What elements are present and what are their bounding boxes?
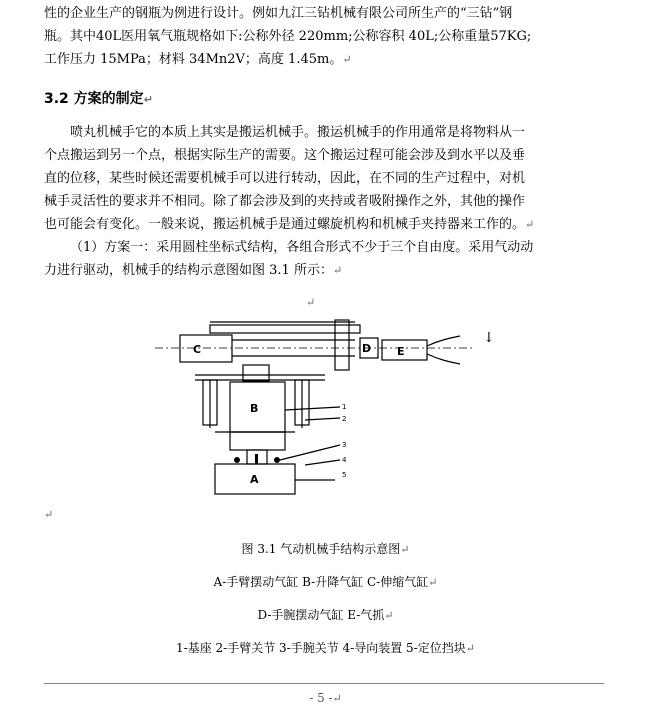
paragraph-mark: ↵ [525, 218, 535, 231]
paragraph-mark: ↵ [384, 609, 394, 622]
label-c: C [193, 343, 202, 356]
callout-number: 1 [342, 403, 347, 411]
callout-line [305, 460, 340, 465]
body-text-line: 个点搬运到另一个点，根据实际生产的需要。这个搬运过程可能会涉及到水平以及垂 [44, 148, 526, 163]
callout-number: 3 [342, 441, 347, 449]
paragraph-mark: ↵ [143, 93, 153, 106]
label-a: A [250, 473, 259, 486]
figure-caption: 图 3.1 气动机械手结构示意图↵ [241, 542, 410, 556]
figure-legend-line: 1-基座 2-手臂关节 3-手腕关节 4-导向装置 5-定位挡块↵ [176, 641, 475, 655]
page-number: - 5 -↵ [309, 691, 342, 705]
paragraph-mark: ↵ [342, 53, 352, 66]
paragraph-mark: ↵ [332, 264, 343, 277]
paragraph-mark: ↵ [44, 508, 54, 521]
paragraph-mark: ↵ [428, 576, 438, 589]
telescopic-cylinder-c [180, 335, 232, 362]
label-d: D [362, 342, 372, 355]
body-text-line: 性的企业生产的钢瓶为例进行设计。例如九江三钻机械有限公司所生产的“三钻”钢 [44, 6, 513, 21]
figure-legend-line: D-手腕摆动气缸 E-气抓↵ [257, 608, 394, 622]
callout-line [305, 418, 340, 420]
body-text-line: 瓶。其中40L医用氧气瓶规格如下:公称外径 220mm;公称容积 40L;公称重量57KG; [44, 29, 532, 44]
body-text-line: 喷丸机械手它的本质上其实是搬运机械手。搬运机械手的作用通常是将物料从一 [70, 125, 526, 140]
callout-number: 5 [342, 471, 347, 479]
callout-number: 4 [342, 456, 347, 464]
paragraph-mark: ↵ [465, 642, 475, 655]
body-text-line: （1）方案一：采用圆柱坐标式结构，各组合形式不少于三个自由度。采用气动动 [70, 240, 534, 255]
footer-divider [44, 683, 604, 684]
body-text-line: 力进行驱动，机械手的结构示意图如图 3.1 所示：↵ [44, 263, 343, 278]
text-cursor-icon: ↓ [483, 330, 495, 346]
label-e: E [397, 345, 405, 358]
callout-line [285, 407, 340, 410]
body-text-line: 械手灵活性的要求并不相同。除了都会涉及到的夹持或者吸附操作之外，其他的操作 [44, 194, 526, 209]
manipulator-structure-diagram [155, 310, 475, 495]
body-text-line: 工作压力 15MPa；材料 34Mn2V；高度 1.45m。↵ [44, 52, 352, 67]
callout-number: 2 [342, 415, 347, 423]
paragraph-mark: ↵ [400, 543, 410, 556]
paragraph-mark: ↵ [306, 296, 316, 309]
body-text-line: 直的位移，某些时候还需要机械手可以进行转动，因此，在不同的生产过程中，对机 [44, 171, 526, 186]
paragraph-mark: ↵ [332, 692, 342, 705]
label-b: B [250, 402, 259, 415]
callout-line [280, 445, 340, 460]
figure-legend-line: A-手臂摆动气缸 B-升降气缸 C-伸缩气缸↵ [213, 575, 438, 589]
body-text-line: 也可能会有变化。一般来说，搬运机械手是通过螺旋机构和机械手夹持器来工作的。↵ [44, 217, 535, 232]
section-heading: 3.2 方案的制定↵ [44, 91, 153, 107]
